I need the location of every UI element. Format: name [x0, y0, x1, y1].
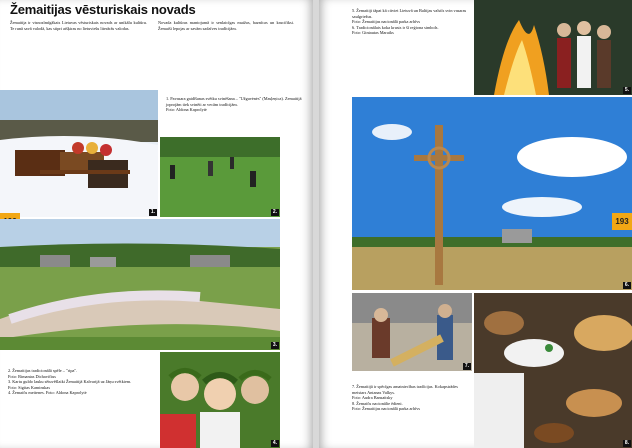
winter-sleigh-photo: [0, 90, 158, 217]
food-table-photo: [474, 293, 632, 448]
intro-text-column-1: Žemaitija ir visnozīmīgākais Lietuvas vēsturiskais novads ar unikālu kultūru. Te runā savā valodā, kas stipri atšķiras no lietuviešu literārās valodas.: [10, 20, 147, 31]
photo-1-caption: 1. Pavasara gaidīšanas svētku svinēšana – "Užgavėnės" (Masļeņica). Zemaitijā joprojām tiek svinēti ar vecām tradīcijām. Foto: Aldona Kaprolytė: [166, 96, 302, 113]
right-page: [319, 0, 632, 448]
bottom-captions: 2. Žemaitijas tradicionālā spēle – "ripa". Foto: Rimantas Dichavičius 3. Kartu guldo lauku sētuvēšlaiki Žemaitijā Kalvarijā uz Jāņu svētkiem. Foto: Sigitas Kaminskas 4. Žemaiču meitenes. Foto: Aldona Kaprolytė: [8, 368, 132, 396]
page-title: Žemaitijas vēsturiskais novads: [10, 2, 196, 17]
field-game-photo: [160, 137, 280, 217]
left-page: [0, 0, 313, 448]
photo-number-badge: 1.: [150, 209, 155, 215]
photo-number-badge: 3.: [272, 342, 277, 348]
bonfire-photo: [474, 0, 632, 95]
photo-number-badge: 8.: [624, 440, 629, 446]
wreath-girls-photo: [160, 352, 280, 448]
page-number: 193: [612, 213, 632, 230]
top-captions: 5. Žemaitiji tāpat kā citviet Lietuvā un Baltijas valstīs svin vasaras saulgriežus. Foto: Žemaitijas nacionālā parka arhīvs 6. Tradicionālais koka krusts ir šī reģiona simbols. Foto: Gintautas Maraiks: [352, 8, 467, 36]
village-festival-photo: [0, 219, 280, 350]
photo-number-badge: 7.: [464, 363, 469, 369]
photo-number-badge: 2.: [272, 209, 277, 215]
photo-number-badge: 6.: [624, 282, 629, 288]
photo-number-badge: 5.: [624, 87, 629, 93]
photo-number-badge: 4.: [272, 440, 277, 446]
craftsman-photo: [352, 293, 472, 371]
wooden-cross-photo: [352, 97, 632, 290]
bottom-captions: 7. Žemaitijā ir spēcīgas amatniecības tradīcijas. Kokapstrādes meistars Antanas Valkys. Foto: Audra Bansaitsky 8. Žemaiču nacionālie ēdieni. Foto: Žemaitijas nacionālā parka arhīvs: [352, 384, 458, 412]
intro-text-column-2: Novada kultūras mantojumā ir senlaicīgas muižas, baznīcas un krucifiksi. Žemaiši lepojas ar savām sadzīves tradīcijām.: [158, 20, 294, 31]
